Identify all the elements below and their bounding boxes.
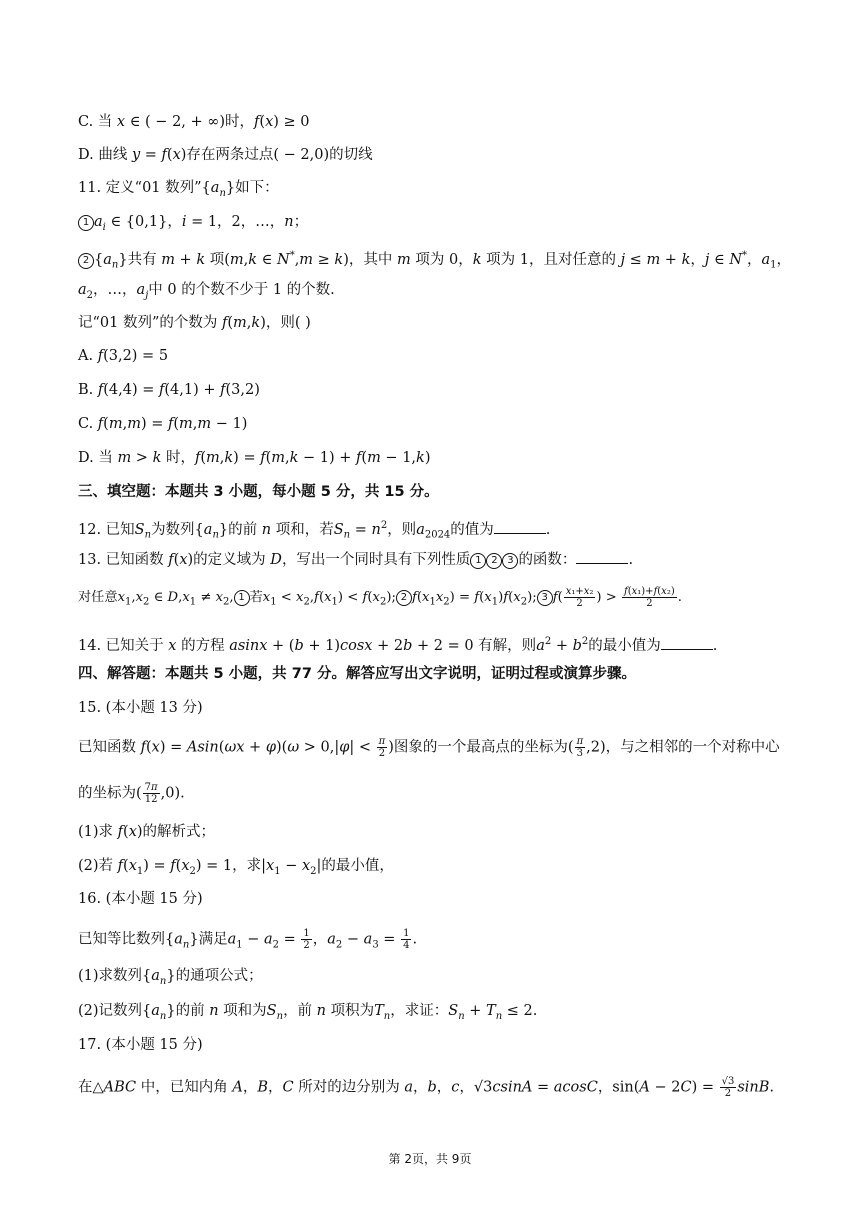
question-16-title: 16. (本小题 15 分): [78, 891, 203, 907]
question-16-part2: (2)记数列$\{a_n\}$的前 n 项和为$S_n$，前 n 项积为$T_n$，求证：$S_n + T_n \le 2$.: [78, 1003, 538, 1022]
question-15-stem: 已知函数 f(x) = Asin(ωx + φ)(ω > 0,|φ| < $\frac{\pi}{2}$ )图象的一个最高点的坐标为( $\frac{\pi}{3}$ ,2)，与之相邻的一个对称中心: [78, 736, 780, 759]
question-16-stem: 已知等比数列$\{a_n\}$满足$a_1 - a_2$ = $\frac{1}{2}$ ，$a_2 - a_3$ = $\frac{1}{4}$ .: [78, 928, 418, 951]
question-13-conditions: 对任意$x_1,x_2$ ∈ $D,x_1 \ne x_2$, 1 若$x_1 < x_2,f(x_1) < f(x_2)$; 2 $f(x_1x_2) = f(x_1)f(x_2)$; 3 f( $\frac{\text{x₁+x₂}}{2}$ ) > $\frac{\text{f(x₁)+f(x₂)}}{2}$ .: [78, 586, 682, 609]
option-c-11: C. f(m,m) = f(m,m − 1): [78, 416, 248, 432]
question-11-cond1: 1 $a_i$ ∈ {0,1}，i = 1，2，…，n；: [78, 212, 308, 238]
option-d-11: D. 当 m > k 时，f(m,k) = f(m,k − 1) + f(m − 1,k): [78, 450, 431, 466]
page-footer: 第 2页，共 9页: [388, 1152, 472, 1166]
question-17-stem: 在△ABC 中，已知内角 A，B，C 所对的边分别为 a，b，c，√3csinA = acosC，sin(A − 2C) = $\frac{√3}{2}$ sinB.: [78, 1076, 775, 1099]
question-13: 13. 已知函数 f(x)的定义域为 D，写出一个同时具有下列性质 1 2 3 的函数： .: [78, 552, 634, 568]
option-a-11: A. f(3,2) = 5: [78, 348, 169, 364]
question-12: 12. 已知$S_n$为数列$\{a_n\}$的前 n 项和，若$S_n = n^2$，则$a_{2024}$的值为 .: [78, 520, 551, 541]
section-4-heading: 四、解答题：本题共 5 小题，共 77 分。解答应写出文字说明，证明过程或演算步骤。: [78, 666, 636, 682]
option-b-11: B. f(4,4) = f(4,1) + f(3,2): [78, 382, 260, 398]
question-15-title: 15. (本小题 13 分): [78, 700, 203, 716]
option-d-10: D. 曲线 y = f(x)存在两条过点( − 2,0)的切线: [78, 147, 373, 163]
question-15-stem-cont: 的坐标为( $\frac{7\pi}{12}$ ,0).: [78, 782, 185, 805]
question-11-cond2: 2 $\{a_n\}$共有 m + k 项(m,k ∈ N*,m ≥ k)，其中 m 项为 0，k 项为 1，且对任意的 j ≤ m + k，j ∈ N*，$a_1$，: [78, 246, 791, 276]
question-14: 14. 已知关于 x 的方程 asinx + (b + 1)cosx + 2b + 2 = 0 有解，则$a^2 + b^2$的最小值为 .: [78, 636, 718, 654]
question-11-cond2-cont: $a_2$，…，$a_j$中 0 的个数不少于 1 的个数.: [78, 282, 335, 301]
question-11-ask: 记“01 数列”的个数为 f(m,k)，则( ): [78, 315, 311, 331]
section-3-heading: 三、填空题：本题共 3 小题，每小题 5 分，共 15 分。: [78, 484, 439, 500]
question-16-part1: (1)求数列$\{a_n\}$的通项公式；: [78, 968, 263, 987]
question-15-part2: (2)若 $f(x_1) = f(x_2) = 1$，求$|x_1 - x_2|$的最小值，: [78, 858, 394, 877]
question-17-title: 17. (本小题 15 分): [78, 1037, 203, 1053]
question-11-stem: 11. 定义“01 数列$”\{a_n\}$如下：: [78, 180, 279, 199]
question-15-part1: (1)求 f(x)的解析式；: [78, 824, 216, 840]
option-c-10: C. 当 x ∈ ( − 2, + ∞)时，f(x) ≥ 0: [78, 114, 310, 130]
